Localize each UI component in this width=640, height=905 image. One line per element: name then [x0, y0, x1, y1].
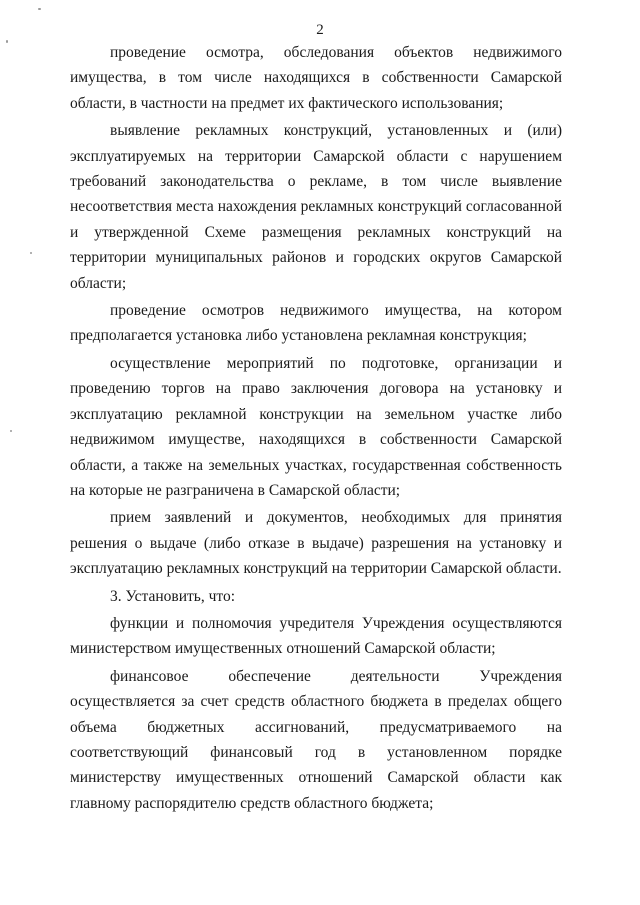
- scan-mark: [30, 252, 32, 254]
- scan-mark: [38, 8, 41, 10]
- paragraph: выявление рекламных конструкций, установленных и (или) эксплуатируемых на территории Самарской области с нарушением требований законодательства о рекламе, в том числе выявление несоответствия места нахождения рекламных конструкций согласованной и утвержденной Схеме размещения рекламных конструкций на территории муниципальных районов и городских округов Самарской области;: [70, 122, 562, 292]
- paragraph: осуществление мероприятий по подготовке, организации и проведению торгов на право заключения договора на установку и эксплуатацию рекламной конструкции на земельном участке либо недвижимом имуществе, находящихся в собственности Самарской области, а также на земельных участках, государственная собственность на которые не разграничена в Самарской области;: [70, 354, 562, 499]
- paragraph: проведение осмотра, обследования объектов недвижимого имущества, в том числе находящихся в собственности Самарской области, в частности на предмет их фактического использования;: [70, 44, 562, 112]
- paragraph: проведение осмотров недвижимого имущества, на котором предполагается установка либо установлена рекламная конструкция;: [70, 302, 562, 345]
- paragraph: финансовое обеспечение деятельности Учреждения осуществляется за счет средств областного бюджета в пределах общего объема бюджетных ассигнований, предусматриваемого на соответствующий финансовый год в установленном порядке министерству имущественных отношений Самарской области как главному распорядителю средств областного бюджета;: [70, 667, 562, 812]
- paragraph: 3. Установить, что:: [110, 587, 236, 605]
- page-number: 2: [316, 22, 324, 38]
- paragraph: прием заявлений и документов, необходимых для принятия решения о выдаче (либо отказе в выдаче) разрешения на установку и эксплуатацию рекламных конструкций на территории Самарской области.: [70, 509, 562, 578]
- paragraph: функции и полномочия учредителя Учреждения осуществляются министерством имущественных отношений Самарской области;: [70, 614, 562, 658]
- scan-mark: [10, 430, 12, 432]
- scan-mark: [6, 40, 8, 43]
- document-body: [70, 40, 562, 816]
